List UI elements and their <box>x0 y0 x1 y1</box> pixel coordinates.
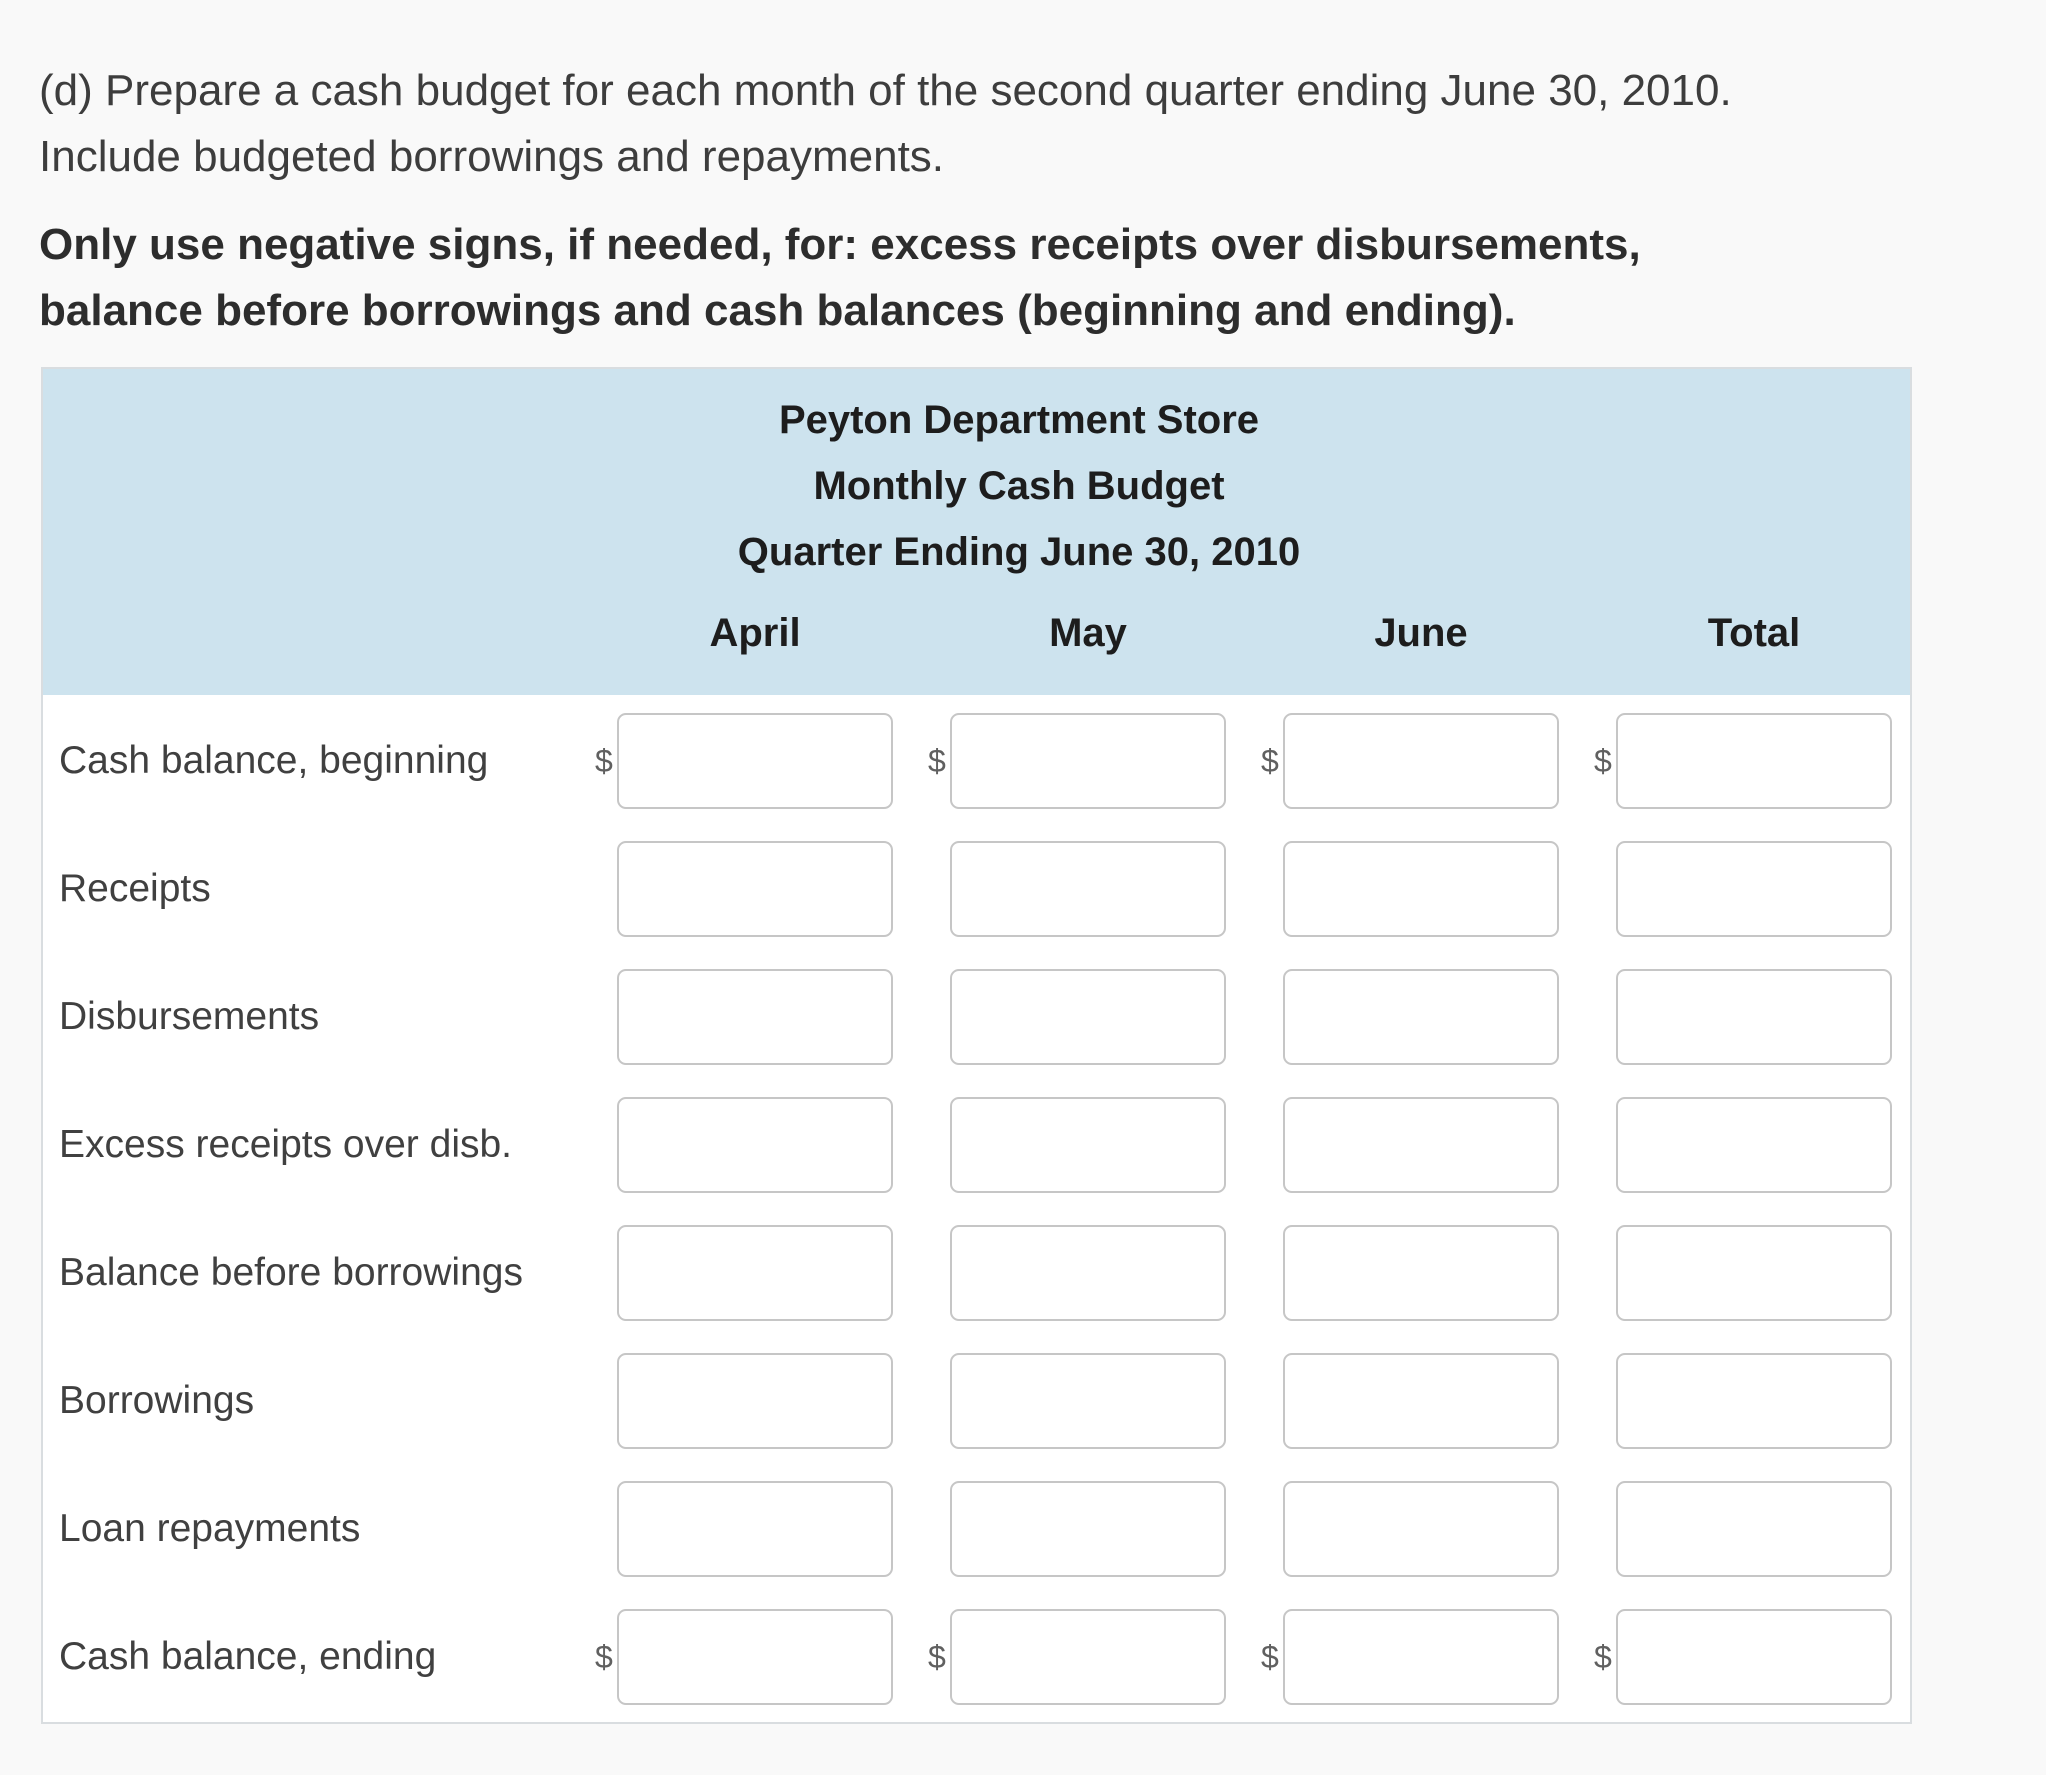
instruction-note <box>39 212 1979 344</box>
budget-cell-may <box>950 969 1226 1065</box>
budget-cell-total <box>1594 1609 1892 1705</box>
amount-input-total[interactable] <box>1616 1481 1892 1577</box>
currency-symbol: $ <box>1261 743 1279 779</box>
budget-row <box>43 1481 1910 1609</box>
amount-input-june[interactable] <box>1283 1609 1559 1705</box>
amount-input-april[interactable] <box>617 713 893 809</box>
budget-cell-may <box>928 1609 1226 1705</box>
budget-cell-total <box>1616 1353 1892 1449</box>
currency-symbol: $ <box>595 1639 613 1675</box>
cash-budget-table <box>41 367 1912 1724</box>
budget-cell-total <box>1616 1481 1892 1577</box>
row-label: Loan repayments <box>59 1507 361 1550</box>
amount-input-april[interactable] <box>617 969 893 1065</box>
amount-input-april[interactable] <box>617 1225 893 1321</box>
amount-input-may[interactable] <box>950 1609 1226 1705</box>
budget-cell-total <box>1616 1097 1892 1193</box>
budget-row <box>43 1097 1910 1225</box>
budget-cell-april <box>595 713 893 809</box>
row-label: Cash balance, ending <box>59 1635 437 1678</box>
instruction-note-line: balance before borrowings and cash balances (beginning and ending). <box>39 286 1516 335</box>
amount-input-april[interactable] <box>617 1097 893 1193</box>
amount-input-total[interactable] <box>1616 969 1892 1065</box>
instruction-text: (d) Prepare a cash budget for each month of the second quarter ending June 30, 2010. <box>39 66 1732 115</box>
budget-row <box>43 969 1910 1097</box>
amount-input-may[interactable] <box>950 1481 1226 1577</box>
budget-cell-may <box>950 1225 1226 1321</box>
report-name: Monthly Cash Budget <box>813 464 1225 508</box>
amount-input-may[interactable] <box>950 841 1226 937</box>
currency-symbol: $ <box>1261 1639 1279 1675</box>
currency-symbol: $ <box>595 743 613 779</box>
amount-input-june[interactable] <box>1283 713 1559 809</box>
budget-cell-april <box>617 1353 893 1449</box>
budget-cell-may <box>950 1353 1226 1449</box>
amount-input-total[interactable] <box>1616 1609 1892 1705</box>
amount-input-april[interactable] <box>617 1481 893 1577</box>
amount-input-may[interactable] <box>950 713 1226 809</box>
budget-cell-may <box>950 1097 1226 1193</box>
amount-input-june[interactable] <box>1283 1097 1559 1193</box>
amount-input-may[interactable] <box>950 1225 1226 1321</box>
budget-row <box>43 1609 1910 1737</box>
amount-input-june[interactable] <box>1283 1481 1559 1577</box>
budget-row <box>43 841 1910 969</box>
report-period: Quarter Ending June 30, 2010 <box>737 530 1301 574</box>
column-header-may: May <box>1049 611 1127 655</box>
budget-cell-may <box>928 713 1226 809</box>
budget-cell-april <box>617 969 893 1065</box>
currency-symbol: $ <box>1594 743 1612 779</box>
amount-input-april[interactable] <box>617 1609 893 1705</box>
amount-input-june[interactable] <box>1283 1353 1559 1449</box>
row-label: Excess receipts over disb. <box>59 1123 513 1166</box>
amount-input-june[interactable] <box>1283 969 1559 1065</box>
amount-input-april[interactable] <box>617 841 893 937</box>
budget-cell-june <box>1261 713 1559 809</box>
currency-symbol: $ <box>928 1639 946 1675</box>
column-header-june: June <box>1374 611 1468 655</box>
company-name: Peyton Department Store <box>778 398 1260 442</box>
budget-cell-june <box>1283 1353 1559 1449</box>
budget-cell-total <box>1616 969 1892 1065</box>
amount-input-april[interactable] <box>617 1353 893 1449</box>
amount-input-june[interactable] <box>1283 841 1559 937</box>
budget-cell-total <box>1616 1225 1892 1321</box>
amount-input-total[interactable] <box>1616 1353 1892 1449</box>
instruction-note-line: Only use negative signs, if needed, for: excess receipts over disbursements, <box>39 220 1641 269</box>
amount-input-total[interactable] <box>1616 1225 1892 1321</box>
instructions <box>39 58 1979 344</box>
row-label: Receipts <box>59 867 211 910</box>
budget-cell-june <box>1283 1097 1559 1193</box>
row-label: Disbursements <box>59 995 320 1038</box>
amount-input-may[interactable] <box>950 1097 1226 1193</box>
amount-input-june[interactable] <box>1283 1225 1559 1321</box>
budget-cell-april <box>617 1097 893 1193</box>
budget-cell-june <box>1283 969 1559 1065</box>
currency-symbol: $ <box>928 743 946 779</box>
amount-input-may[interactable] <box>950 1353 1226 1449</box>
budget-row <box>43 713 1910 841</box>
amount-input-may[interactable] <box>950 969 1226 1065</box>
column-header-total: Total <box>1707 611 1801 655</box>
amount-input-total[interactable] <box>1616 1097 1892 1193</box>
budget-cell-total <box>1594 713 1892 809</box>
budget-cell-april <box>595 1609 893 1705</box>
budget-cell-june <box>1283 1481 1559 1577</box>
instruction-text: Include budgeted borrowings and repayments. <box>39 132 945 181</box>
budget-cell-total <box>1616 841 1892 937</box>
budget-cell-april <box>617 1481 893 1577</box>
budget-cell-may <box>950 841 1226 937</box>
budget-cell-may <box>950 1481 1226 1577</box>
budget-title <box>643 387 1395 585</box>
budget-row <box>43 1353 1910 1481</box>
row-label: Borrowings <box>59 1379 255 1422</box>
budget-cell-june <box>1283 1225 1559 1321</box>
budget-cell-june <box>1283 841 1559 937</box>
budget-cell-april <box>617 841 893 937</box>
amount-input-total[interactable] <box>1616 713 1892 809</box>
amount-input-total[interactable] <box>1616 841 1892 937</box>
budget-cell-april <box>617 1225 893 1321</box>
column-header-april: April <box>709 611 801 655</box>
budget-cell-june <box>1261 1609 1559 1705</box>
row-label: Balance before borrowings <box>59 1251 523 1294</box>
currency-symbol: $ <box>1594 1639 1612 1675</box>
budget-row <box>43 1225 1910 1353</box>
row-label: Cash balance, beginning <box>59 739 489 782</box>
